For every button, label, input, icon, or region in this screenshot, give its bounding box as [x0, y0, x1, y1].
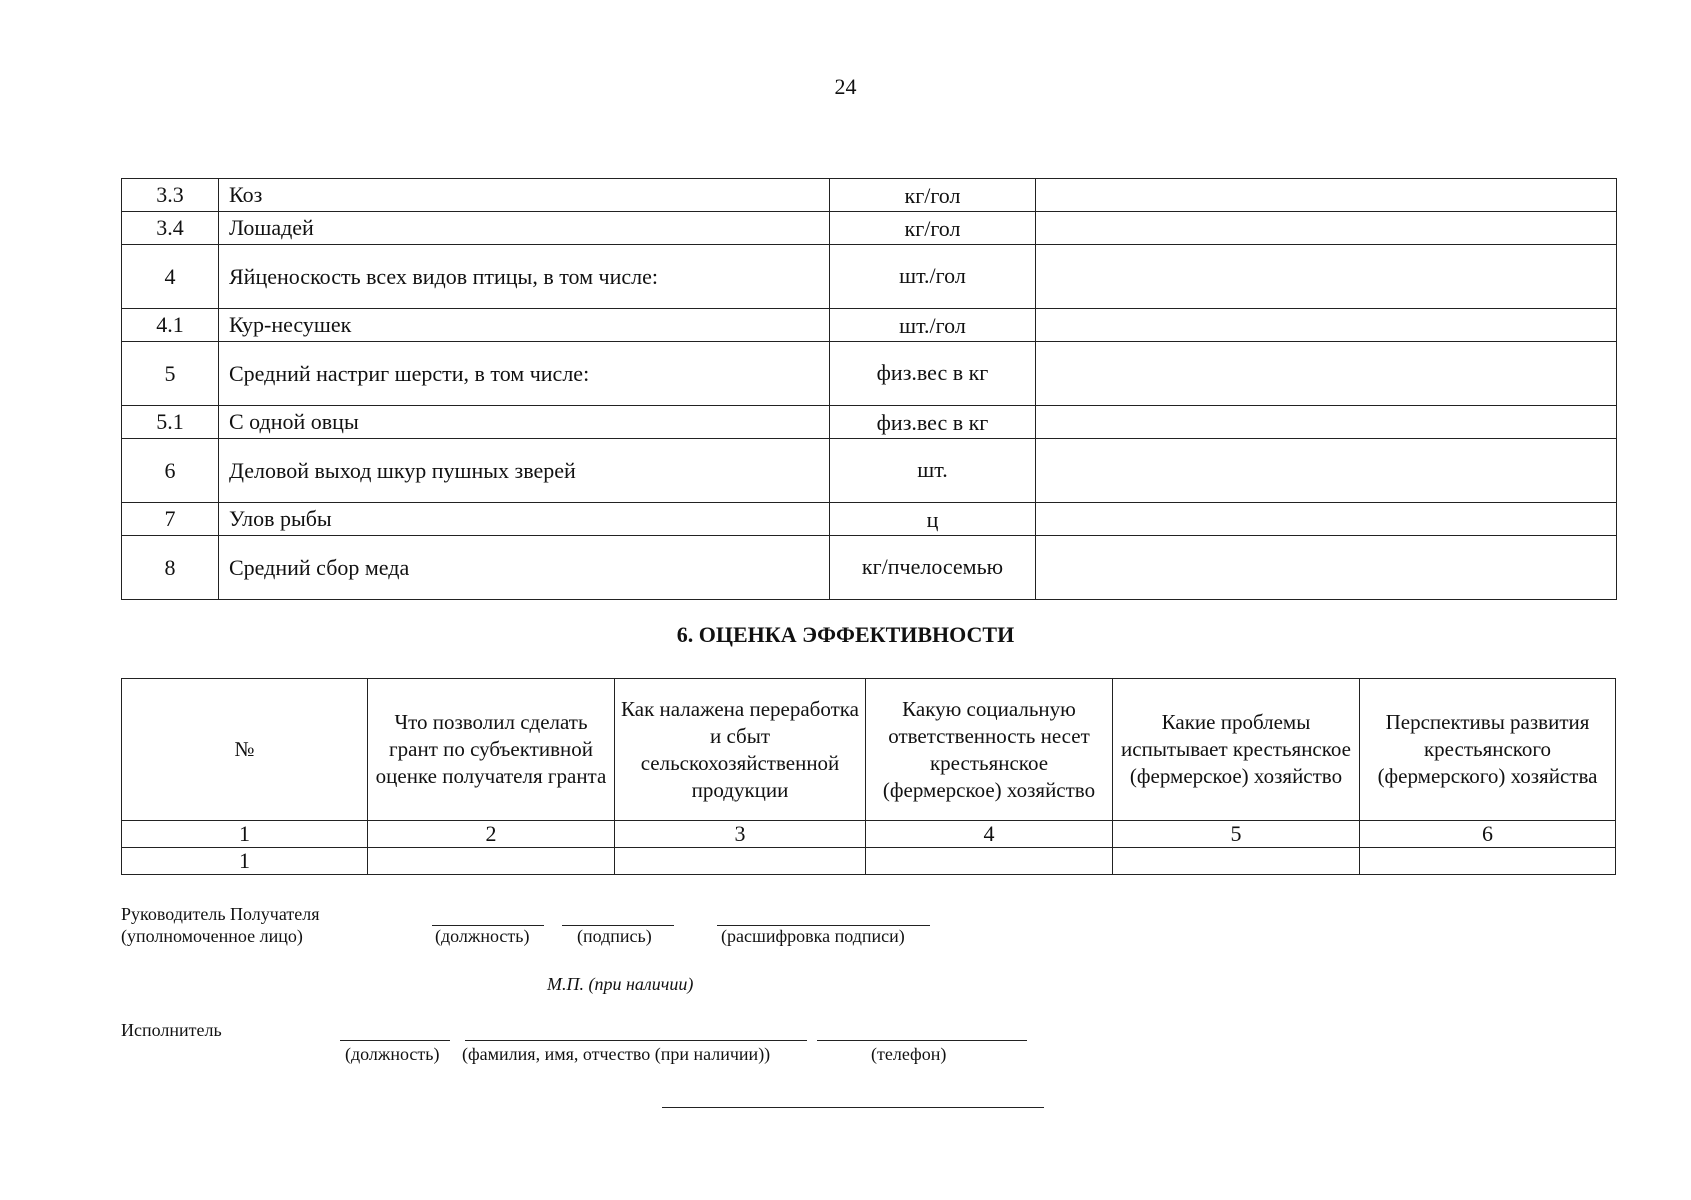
indicator-unit: шт./гол	[830, 245, 1036, 309]
header-processing: Как налажена переработка и сбыт сельскохозяйственной продукции	[615, 679, 866, 821]
indicator-value	[1036, 439, 1617, 503]
indicator-row	[122, 179, 1617, 212]
efficiency-cell: 1	[122, 848, 368, 875]
indicator-row	[122, 406, 1617, 439]
stamp-label: М.П. (при наличии)	[547, 974, 694, 994]
indicator-number: 3.4	[122, 212, 219, 245]
header-grant-result: Что позволил сделать грант по субъективной оценке получателя гранта	[368, 679, 615, 821]
indicator-name: Лошадей	[219, 212, 830, 245]
indicator-number: 7	[122, 503, 219, 536]
indicator-name: Средний сбор меда	[219, 536, 830, 600]
indicator-row	[122, 536, 1617, 600]
numbering-cell: 5	[1113, 821, 1360, 848]
indicator-name: Улов рыбы	[219, 503, 830, 536]
section-title: 6. ОЦЕНКА ЭФФЕКТИВНОСТИ	[676, 622, 1015, 647]
indicator-unit: шт./гол	[830, 309, 1036, 342]
header-problems: Какие проблемы испытывает крестьянское (фермерское) хозяйство	[1113, 679, 1360, 821]
indicator-number: 5.1	[122, 406, 219, 439]
header-number: №	[122, 679, 368, 821]
executor-label: Исполнитель	[121, 1020, 222, 1040]
indicator-unit: кг/гол	[830, 212, 1036, 245]
indicator-number: 4	[122, 245, 219, 309]
head-label	[121, 903, 319, 947]
indicator-row	[122, 503, 1617, 536]
indicator-number: 6	[122, 439, 219, 503]
indicator-unit: кг/гол	[830, 179, 1036, 212]
indicator-name: С одной овцы	[219, 406, 830, 439]
indicator-name: Деловой выход шкур пушных зверей	[219, 439, 830, 503]
executor-phone-line	[817, 1040, 1027, 1041]
indicator-row	[122, 245, 1617, 309]
indicator-number: 8	[122, 536, 219, 600]
efficiency-header-row	[122, 679, 1616, 821]
executor-name-line	[465, 1040, 807, 1041]
efficiency-cell	[368, 848, 615, 875]
numbering-cell: 2	[368, 821, 615, 848]
executor-position-line	[340, 1040, 450, 1041]
indicator-value	[1036, 309, 1617, 342]
executor-name-caption: (фамилия, имя, отчество (при наличии))	[462, 1044, 771, 1064]
efficiency-cell	[1113, 848, 1360, 875]
indicator-name: Кур-несушек	[219, 309, 830, 342]
header-prospects: Перспективы развития крестьянского (фермерского) хозяйства	[1360, 679, 1616, 821]
indicator-name: Коз	[219, 179, 830, 212]
efficiency-cell	[1360, 848, 1616, 875]
indicator-row	[122, 439, 1617, 503]
indicator-unit: физ.вес в кг	[830, 406, 1036, 439]
indicator-unit: кг/пчелосемью	[830, 536, 1036, 600]
indicator-name: Средний настриг шерсти, в том числе:	[219, 342, 830, 406]
indicator-unit: ц	[830, 503, 1036, 536]
indicator-name: Яйценоскость всех видов птицы, в том числе:	[219, 245, 830, 309]
indicator-value	[1036, 536, 1617, 600]
signature-caption: (подпись)	[577, 926, 652, 946]
efficiency-numbering-row	[122, 821, 1616, 848]
closing-line	[662, 1107, 1044, 1108]
numbering-cell: 6	[1360, 821, 1616, 848]
numbering-cell: 4	[866, 821, 1113, 848]
executor-position-caption: (должность)	[345, 1044, 440, 1064]
indicator-table-body	[122, 179, 1617, 600]
indicator-value	[1036, 245, 1617, 309]
head-label-line1: Руководитель Получателя	[121, 904, 320, 924]
indicator-value	[1036, 342, 1617, 406]
indicator-row	[122, 212, 1617, 245]
header-social-responsibility: Какую социальную ответственность несет крестьянское (фермерское) хозяйство	[866, 679, 1113, 821]
head-label-line2: (уполномоченное лицо)	[121, 926, 303, 946]
efficiency-cell	[866, 848, 1113, 875]
decoding-caption: (расшифровка подписи)	[721, 926, 905, 946]
indicator-number: 3.3	[122, 179, 219, 212]
indicator-value	[1036, 212, 1617, 245]
indicator-value	[1036, 503, 1617, 536]
indicator-row	[122, 309, 1617, 342]
executor-phone-caption: (телефон)	[871, 1044, 947, 1064]
indicator-table	[121, 178, 1617, 600]
indicator-number: 4.1	[122, 309, 219, 342]
efficiency-data-row	[122, 848, 1616, 875]
indicator-value	[1036, 406, 1617, 439]
indicator-unit: физ.вес в кг	[830, 342, 1036, 406]
indicator-value	[1036, 179, 1617, 212]
indicator-row	[122, 342, 1617, 406]
efficiency-table	[121, 678, 1616, 875]
numbering-cell: 3	[615, 821, 866, 848]
indicator-unit: шт.	[830, 439, 1036, 503]
position-caption: (должность)	[435, 926, 530, 946]
page-number: 24	[834, 74, 857, 99]
indicator-number: 5	[122, 342, 219, 406]
efficiency-cell	[615, 848, 866, 875]
numbering-cell: 1	[122, 821, 368, 848]
